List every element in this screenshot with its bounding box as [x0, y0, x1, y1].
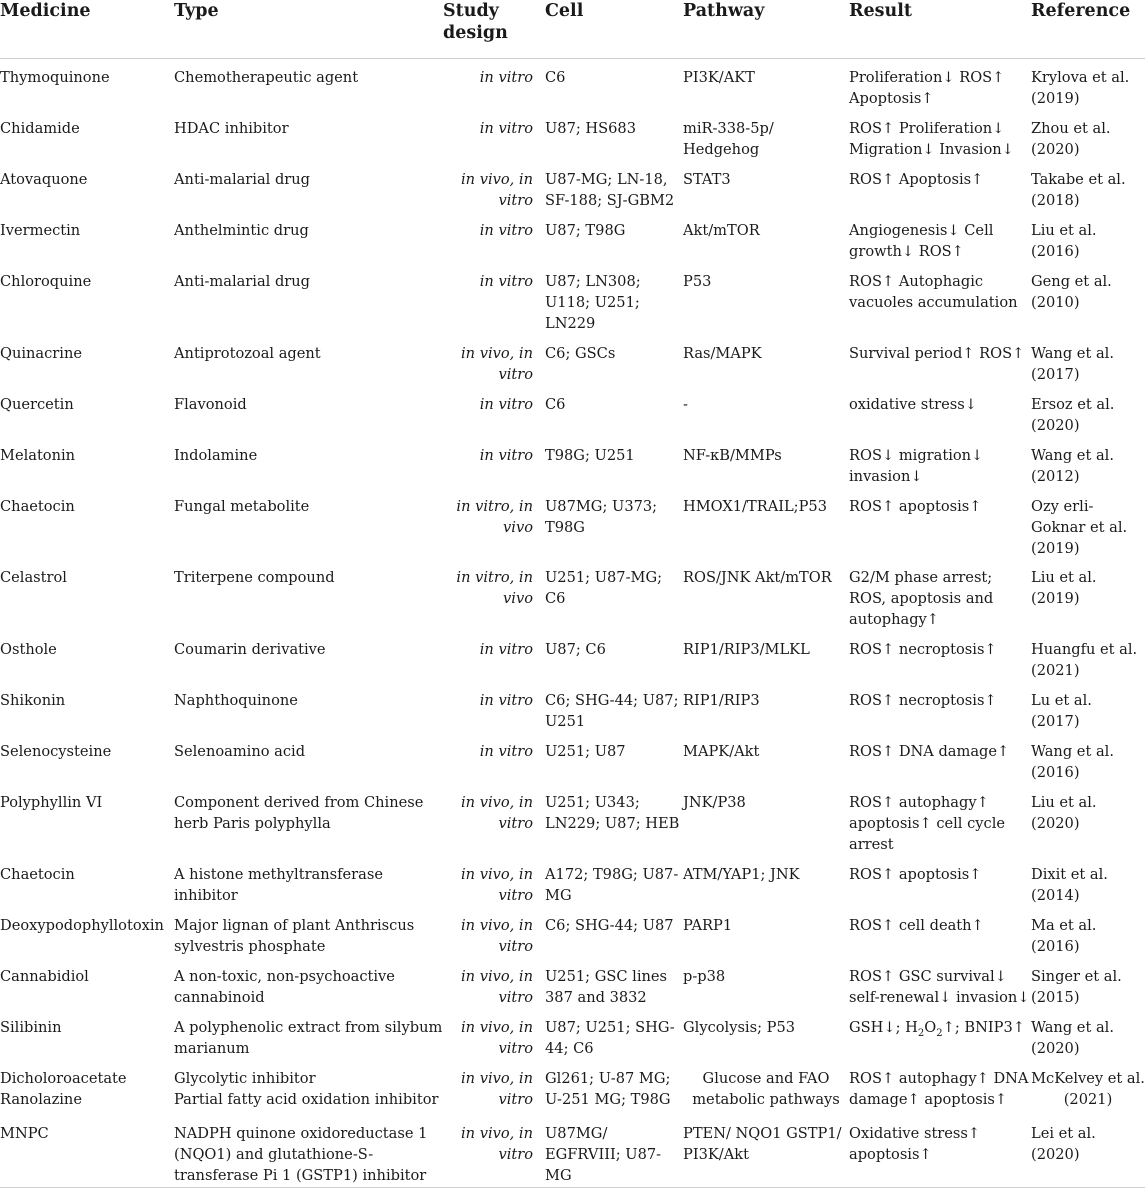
table-row — [0, 907, 1145, 958]
cell-design: in vivo, in vitro — [461, 916, 533, 955]
cell-type: Glycolytic inhibitor Partial fatty acid oxidation inhibitor — [174, 1069, 439, 1108]
cell-design: in vitro — [479, 446, 533, 464]
cell-medicine: Silibinin — [0, 1018, 62, 1036]
cell-type: Major lignan of plant Anthriscus sylvestris phosphate — [174, 916, 415, 955]
cell-reference: Liu et al. (2019) — [1031, 568, 1097, 607]
cell-result: ROS↑ Autophagic vacuoles accumulation — [849, 272, 1018, 311]
cell-medicine: Quercetin — [0, 395, 74, 413]
cell-medicine: MNPC — [0, 1124, 49, 1142]
cell-reference: Takabe et al. (2018) — [1031, 170, 1126, 209]
cell-reference: Wang et al. (2017) — [1031, 344, 1114, 383]
cell-pathway: JNK/P38 — [683, 793, 746, 811]
table-row — [0, 212, 1145, 263]
cell-cell: C6 — [545, 395, 566, 413]
cell-pathway: PI3K/AKT — [683, 69, 755, 86]
cell-cell: U87MG/ EGFRVIII; U87-MG — [545, 1124, 662, 1184]
cell-reference: Liu et al. (2016) — [1031, 221, 1097, 260]
cell-design: in vivo, in vitro — [461, 865, 533, 904]
cell-design: in vitro — [479, 691, 533, 709]
cell-pathway: PARP1 — [683, 916, 733, 934]
cell-design: in vitro, in vivo — [456, 497, 533, 536]
cell-cell: U87; HS683 — [545, 119, 637, 137]
cell-type: Indolamine — [174, 446, 258, 464]
cell-type: Antiprotozoal agent — [174, 344, 321, 362]
bottom-rule — [0, 1187, 1145, 1188]
cell-result: Survival period↑ ROS↑ — [849, 344, 1025, 362]
cell-medicine: Shikonin — [0, 691, 66, 709]
header-row — [0, 0, 1145, 59]
cell-medicine: Quinacrine — [0, 344, 82, 362]
table-row — [0, 59, 1145, 110]
cell-pathway: Glycolysis; P53 — [683, 1018, 796, 1036]
table-row — [0, 110, 1145, 161]
cell-reference: Liu et al. (2020) — [1031, 793, 1097, 832]
cell-reference: Huangfu et al. (2021) — [1031, 640, 1138, 679]
cell-design: in vitro, in vivo — [456, 568, 533, 607]
table-row — [0, 1115, 1145, 1187]
cell-reference: Wang et al. (2020) — [1031, 1018, 1114, 1057]
cell-result: ROS↑ necroptosis↑ — [849, 640, 997, 658]
header-study-design: Study design — [443, 0, 545, 59]
cell-type: Anthelmintic drug — [174, 221, 309, 239]
cell-medicine: Thymoquinone — [0, 69, 110, 86]
cell-pathway: RIP1/RIP3/MLKL — [683, 640, 810, 658]
cell-medicine: Atovaquone — [0, 170, 88, 188]
cell-design: in vivo, in vitro — [461, 1124, 533, 1163]
cell-type: Fungal metabolite — [174, 497, 310, 515]
cell-pathway: miR-338-5p/ Hedgehog — [683, 119, 774, 158]
table-row — [0, 263, 1145, 335]
cell-type: Chemotherapeutic agent — [174, 69, 359, 86]
cell-cell: T98G; U251 — [545, 446, 635, 464]
table-row — [0, 682, 1145, 733]
cell-medicine: Chloroquine — [0, 272, 92, 290]
cell-pathway: NF-κB/MMPs — [683, 446, 782, 464]
cell-reference: Krylova et al. (2019) — [1031, 69, 1130, 107]
cell-type: Anti-malarial drug — [174, 272, 311, 290]
cell-reference: Ozy erli-Goknar et al. (2019) — [1031, 497, 1128, 557]
cell-medicine: Dicholoroacetate Ranolazine — [0, 1069, 127, 1108]
cell-medicine: Deoxypodophyllotoxin — [0, 916, 164, 934]
cell-reference: Geng et al. (2010) — [1031, 272, 1112, 311]
cell-result: ROS↑ Apoptosis↑ — [849, 170, 984, 188]
cell-design: in vitro — [479, 395, 533, 413]
cell-pathway: STAT3 — [683, 170, 731, 188]
cell-pathway: Akt/mTOR — [683, 221, 760, 239]
cell-medicine: Chaetocin — [0, 497, 75, 515]
header-medicine: Medicine — [0, 0, 174, 59]
cell-type: Component derived from Chinese herb Paris polyphylla — [174, 793, 424, 832]
cell-reference: Wang et al. (2016) — [1031, 742, 1114, 781]
cell-cell: U251; GSC lines 387 and 3832 — [545, 967, 668, 1006]
cell-cell: U87; C6 — [545, 640, 606, 658]
cell-reference: Wang et al. (2012) — [1031, 446, 1114, 485]
cell-type: NADPH quinone oxidoreductase 1 (NQO1) and glutathione-S-transferase Pi 1 (GSTP1) inhibitor — [174, 1124, 428, 1184]
cell-result: Oxidative stress↑ apoptosis↑ — [849, 1124, 981, 1163]
table-row — [0, 437, 1145, 488]
cell-medicine: Chidamide — [0, 119, 80, 137]
cell-reference: Lei et al. (2020) — [1031, 1124, 1096, 1163]
cell-design: in vitro — [479, 221, 533, 239]
cell-result: ROS↑ autophagy↑ apoptosis↑ cell cycle arrest — [849, 793, 1006, 853]
header-pathway: Pathway — [683, 0, 849, 59]
cell-cell: U87; T98G — [545, 221, 626, 239]
cell-cell: U87MG; U373; T98G — [545, 497, 658, 536]
cell-result: ROS↑ DNA damage↑ — [849, 742, 1010, 760]
cell-pathway: PTEN/ NQO1 GSTP1/ PI3K/Akt — [683, 1124, 842, 1163]
cell-type: HDAC inhibitor — [174, 119, 289, 137]
header-result: Result — [849, 0, 1031, 59]
cell-reference: Ersoz et al. (2020) — [1031, 395, 1115, 434]
cell-result: ROS↑ autophagy↑ DNA damage↑ apoptosis↑ — [849, 1069, 1029, 1108]
cell-design: in vivo, in vitro — [461, 170, 533, 209]
cell-medicine: Cannabidiol — [0, 967, 89, 985]
cell-type: Selenoamino acid — [174, 742, 306, 760]
cell-medicine: Selenocysteine — [0, 742, 112, 760]
cell-reference: Ma et al. (2016) — [1031, 916, 1097, 955]
cell-reference: Singer et al. (2015) — [1031, 967, 1122, 1006]
table-row — [0, 335, 1145, 386]
cell-design: in vivo, in vitro — [461, 1018, 533, 1057]
table-row — [0, 386, 1145, 437]
cell-result: G2/M phase arrest; ROS, apoptosis and autophagy↑ — [849, 568, 994, 628]
cell-type: Anti-malarial drug — [174, 170, 311, 188]
cell-result: ROS↑ Proliferation↓ Migration↓ Invasion↓ — [849, 119, 1014, 158]
cell-reference: McKelvey et al. (2021) — [1031, 1069, 1145, 1108]
cell-result: ROS↑ GSC survival↓ self-renewal↓ invasion↓ — [849, 967, 1030, 1006]
cell-pathway: ROS/JNK Akt/mTOR — [683, 568, 832, 586]
cell-cell: U87; U251; SHG-44; C6 — [545, 1018, 675, 1057]
cell-type: Flavonoid — [174, 395, 247, 413]
table-row — [0, 559, 1145, 631]
cell-design: in vivo, in vitro — [461, 1069, 533, 1108]
header-cell: Cell — [545, 0, 683, 59]
cell-result: ROS↓ migration↓ invasion↓ — [849, 446, 984, 485]
cell-cell: C6; SHG-44; U87; U251 — [545, 691, 679, 730]
cell-cell: C6; SHG-44; U87 — [545, 916, 674, 934]
cell-pathway: ATM/YAP1; JNK — [683, 865, 800, 883]
cell-design: in vivo, in vitro — [461, 793, 533, 832]
cell-result: Proliferation↓ ROS↑ Apoptosis↑ — [849, 69, 1005, 107]
cell-design: in vitro — [479, 119, 533, 137]
header-type: Type — [174, 0, 443, 59]
cell-type: A polyphenolic extract from silybum marianum — [174, 1018, 443, 1057]
cell-design: in vitro — [479, 742, 533, 760]
table-row — [0, 958, 1145, 1009]
cell-pathway: RIP1/RIP3 — [683, 691, 760, 709]
table-row — [0, 161, 1145, 212]
cell-medicine: Polyphyllin VI — [0, 793, 103, 811]
cell-pathway: p-p38 — [683, 967, 726, 985]
cell-pathway: Ras/MAPK — [683, 344, 762, 362]
cell-cell: U251; U87-MG; C6 — [545, 568, 663, 607]
cell-cell: U87; LN308; U118; U251; LN229 — [545, 272, 641, 332]
table-row — [0, 488, 1145, 559]
header-reference: Reference — [1031, 0, 1145, 59]
cell-type: A non-toxic, non-psychoactive cannabinoid — [174, 967, 395, 1006]
cell-reference: Lu et al. (2017) — [1031, 691, 1092, 730]
cell-type: Coumarin derivative — [174, 640, 326, 658]
cell-pathway: P53 — [683, 272, 712, 290]
cell-reference: Dixit et al. (2014) — [1031, 865, 1108, 904]
cell-type: Naphthoquinone — [174, 691, 298, 709]
cell-cell: U251; U343; LN229; U87; HEB — [545, 793, 680, 832]
cell-pathway: HMOX1/TRAIL;P53 — [683, 497, 827, 515]
cell-design: in vivo, in vitro — [461, 967, 533, 1006]
cell-cell: A172; T98G; U87-MG — [545, 865, 679, 904]
cell-design: in vivo, in vitro — [461, 344, 533, 383]
table-row — [0, 631, 1145, 682]
cell-design: in vitro — [479, 640, 533, 658]
cell-medicine: Melatonin — [0, 446, 76, 464]
cell-medicine: Celastrol — [0, 568, 67, 586]
cell-cell: U87-MG; LN-18, SF-188; SJ-GBM2 — [545, 170, 675, 209]
cell-design: in vitro — [479, 272, 533, 290]
cell-cell: C6; GSCs — [545, 344, 616, 362]
cell-design: in vitro — [479, 69, 533, 86]
cell-medicine: Chaetocin — [0, 865, 75, 883]
table-row — [0, 1060, 1145, 1115]
cell-pathway: Glucose and FAO metabolic pathways — [692, 1069, 840, 1108]
cell-result: Angiogenesis↓ Cell growth↓ ROS↑ — [849, 221, 994, 260]
cell-result: ROS↑ necroptosis↑ — [849, 691, 997, 709]
cell-cell: U251; U87 — [545, 742, 626, 760]
cell-result: GSH↓; $H_2O_2↑$; BNIP3↑ — [849, 1018, 1025, 1039]
cell-type: Triterpene compound — [174, 568, 335, 586]
cell-result: oxidative stress↓ — [849, 395, 977, 413]
cell-result: ROS↑ apoptosis↑ — [849, 865, 982, 883]
table-row — [0, 784, 1145, 856]
cell-medicine: Osthole — [0, 640, 57, 658]
cell-pathway: MAPK/Akt — [683, 742, 760, 760]
table-row — [0, 1009, 1145, 1060]
table-row — [0, 856, 1145, 907]
cell-result: ROS↑ cell death↑ — [849, 916, 984, 934]
table-row — [0, 733, 1145, 784]
cell-cell: C6 — [545, 69, 566, 86]
cell-type: A histone methyltransferase inhibitor — [174, 865, 383, 904]
cell-medicine: Ivermectin — [0, 221, 81, 239]
cell-pathway: - — [683, 395, 688, 413]
cell-cell: Gl261; U-87 MG; U-251 MG; T98G — [545, 1069, 671, 1108]
cell-result: ROS↑ apoptosis↑ — [849, 497, 982, 515]
cell-reference: Zhou et al. (2020) — [1031, 119, 1111, 158]
